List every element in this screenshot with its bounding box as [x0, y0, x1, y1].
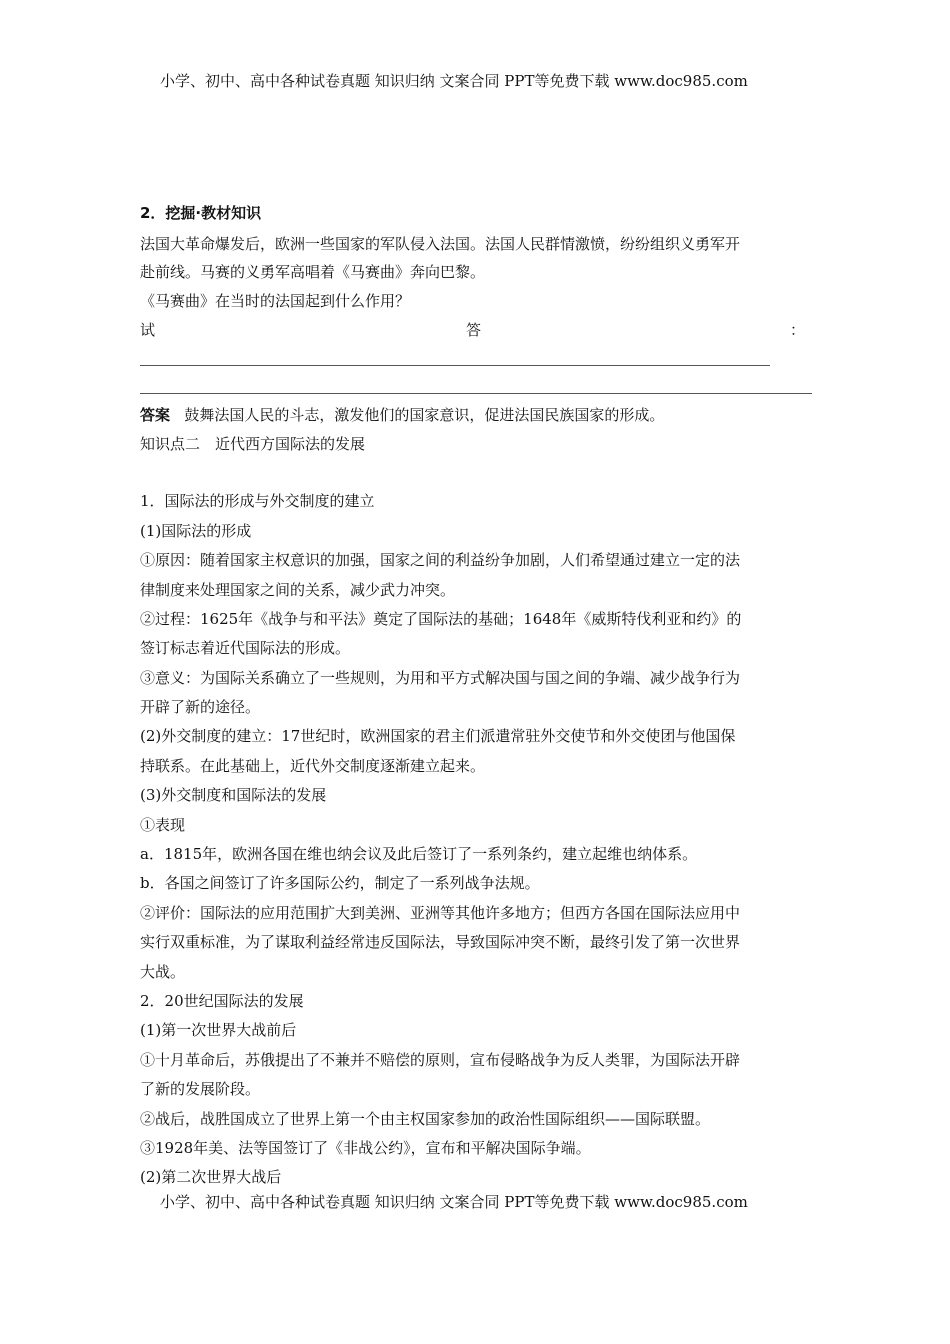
page-footer: 小学、初中、高中各种试卷真题 知识归纳 文案合同 PPT等免费下载 www.doc985.com	[160, 1193, 748, 1211]
body-line: (2)第二次世界大战后	[140, 1168, 282, 1186]
body-line: ②过程：1625年《战争与和平法》奠定了国际法的基础；1648年《威斯特伐利亚和约》的	[140, 610, 742, 628]
body-line: (1)国际法的形成	[140, 522, 252, 540]
body-line: ③意义：为国际关系确立了一些规则，为用和平方式解决国与国之间的争端、减少战争行为	[140, 669, 741, 687]
body-line: 1．国际法的形成与外交制度的建立	[140, 492, 375, 510]
body-line: ②战后，战胜国成立了世界上第一个由主权国家参加的政治性国际组织——国际联盟。	[140, 1110, 711, 1128]
answer-line	[140, 393, 812, 394]
answer-label: 答案	[140, 406, 171, 424]
body-line: 持联系。在此基础上，近代外交制度逐渐建立起来。	[140, 757, 486, 775]
body-line: (2)外交制度的建立：17世纪时，欧洲国家的君主们派遣常驻外交使节和外交使团与他国保	[140, 727, 736, 745]
section-title: 2．挖掘·教材知识	[140, 204, 262, 222]
knowledge-point-heading: 知识点二 近代西方国际法的发展	[140, 435, 366, 453]
body-line: ③1928年美、法等国签订了《非战公约》，宣布和平解决国际争端。	[140, 1139, 591, 1157]
body-line: a．1815年，欧洲各国在维也纳会议及此后签订了一系列条约，建立起维也纳体系。	[140, 845, 698, 863]
body-line: 2．20世纪国际法的发展	[140, 992, 304, 1010]
body-line: ①原因：随着国家主权意识的加强，国家之间的利益纷争加剧，人们希望通过建立一定的法	[140, 551, 741, 569]
body-line: 大战。	[140, 963, 186, 981]
body-line: 实行双重标准，为了谋取利益经常违反国际法，导致国际冲突不断，最终引发了第一次世界	[140, 933, 741, 951]
answer-prompt-char: 答	[466, 321, 482, 339]
body-line: b．各国之间签订了许多国际公约，制定了一系列战争法规。	[140, 874, 540, 892]
answer-text: 鼓舞法国人民的斗志，激发他们的国家意识，促进法国民族国家的形成。	[184, 406, 665, 424]
answer-line	[140, 365, 770, 366]
body-line: 签订标志着近代国际法的形成。	[140, 639, 351, 657]
body-line: ①十月革命后，苏俄提出了不兼并不赔偿的原则，宣布侵略战争为反人类罪，为国际法开辟	[140, 1051, 741, 1069]
page-header: 小学、初中、高中各种试卷真题 知识归纳 文案合同 PPT等免费下载 www.doc985.com	[160, 72, 748, 90]
answer-prompt-char: ：	[790, 321, 806, 339]
answer	[140, 404, 664, 425]
body-line: (3)外交制度和国际法的发展	[140, 786, 327, 804]
answer-prompt-char: 试	[140, 321, 156, 339]
body-line: ②评价：国际法的应用范围扩大到美洲、亚洲等其他许多地方；但西方各国在国际法应用中	[140, 904, 741, 922]
body-line: ①表现	[140, 816, 186, 834]
body-line: 开辟了新的途径。	[140, 698, 261, 716]
body-line: (1)第一次世界大战前后	[140, 1021, 297, 1039]
material-text: 赴前线。马赛的义勇军高唱着《马赛曲》奔向巴黎。	[140, 263, 486, 281]
material-text: 法国大革命爆发后，欧洲一些国家的军队侵入法国。法国人民群情激愤，纷纷组织义勇军开	[140, 235, 741, 253]
body-line: 律制度来处理国家之间的关系，减少武力冲突。	[140, 581, 456, 599]
question-text: 《马赛曲》在当时的法国起到什么作用？	[140, 292, 411, 310]
body-line: 了新的发展阶段。	[140, 1080, 261, 1098]
